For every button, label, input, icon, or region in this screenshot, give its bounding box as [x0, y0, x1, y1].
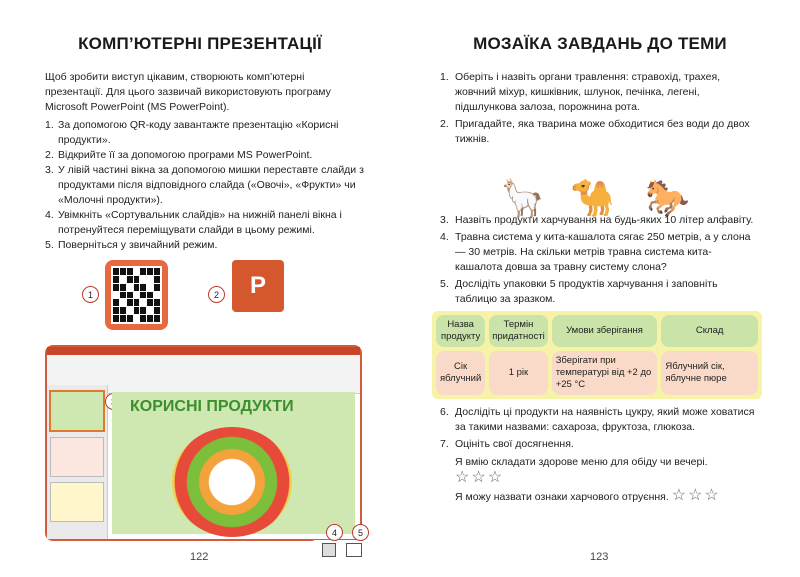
- powerpoint-icon[interactable]: P: [232, 260, 284, 312]
- slide-title: КОРИСНІ ПРОДУКТИ: [130, 398, 294, 415]
- list-item: 1. Оберіть і назвіть органи травлення: стравохід, трахея, жовчний міхур, кишківник, шлунок, печінка, легені, підшлункова залоза, порожнина рота.: [440, 71, 721, 113]
- list-item: 2. Пригадайте, яка тварина може обходитися без води до двох тижнів.: [440, 118, 750, 145]
- callout-5: 5: [352, 524, 369, 541]
- tasks-list: [440, 70, 758, 505]
- list-item: 4. Травна система у кита-кашалота сягає 250 метрів, а у слона — 30 метрів. На скільки метрів травна система кита-кашалота довша за травну систему слона?: [440, 231, 751, 273]
- table-cell: Сік яблучний: [436, 351, 485, 395]
- table-wrapper: [440, 311, 758, 399]
- page-number: 123: [590, 551, 609, 563]
- list-item: 2. Відкрийте її за допомогою програми MS PowerPoint.: [45, 149, 313, 161]
- table-cell: Яблучний сік, яблучне пюре: [661, 351, 758, 395]
- page-number: 122: [190, 551, 209, 563]
- self-eval-item: Я вмію складати здорове меню для обіду чи вечері. ☆☆☆: [455, 456, 708, 486]
- powerpoint-screenshot: [45, 345, 362, 541]
- list-item: 3. Назвіть продукти харчування на будь-яких 10 літер алфавіту.: [440, 214, 754, 226]
- table-cell: Зберігати при температурі від +2 до +25 °С: [552, 351, 658, 395]
- page-title: МОЗАЇКА ЗАВДАНЬ ДО ТЕМИ: [473, 34, 727, 53]
- food-illustration: [172, 427, 292, 537]
- table-header-row: [436, 315, 758, 347]
- list-item: 7. Оцініть свої досягнення.: [440, 438, 574, 450]
- steps-list: [45, 118, 365, 253]
- horse-icon: 🐎: [645, 177, 690, 218]
- table-header: Склад: [661, 315, 758, 347]
- list-item: 5. Поверніться у звичайний режим.: [45, 239, 218, 251]
- llama-icon: 🦙: [500, 177, 545, 218]
- slide-sorter-icon[interactable]: [346, 543, 362, 557]
- camel-icon: 🐪: [570, 177, 615, 218]
- star-rating[interactable]: ☆☆☆: [455, 469, 505, 486]
- star-rating[interactable]: ☆☆☆: [671, 487, 721, 504]
- list-item: 6. Дослідіть ці продукти на наявність цукру, який може ховатися за такими назвами: сахароза, фруктоза, глюкоза.: [440, 406, 755, 433]
- slide-thumbnail[interactable]: [50, 437, 104, 477]
- page-title: КОМП’ЮТЕРНІ ПРЕЗЕНТАЦІЇ: [78, 34, 322, 53]
- callout-4: 4: [326, 524, 343, 541]
- self-eval-item: Я можу назвати ознаки харчового отруєння. ☆☆☆: [455, 487, 721, 504]
- callout-1: 1: [82, 286, 99, 303]
- intro-paragraph: Щоб зробити виступ цікавим, створюють комп’ютерні презентації. Для цього зазвичай використовують програму Microsoft PowerPoint (MS PowerPoint).: [45, 71, 331, 113]
- slides-panel: [47, 385, 108, 539]
- table-header: Термін придатності: [489, 315, 547, 347]
- animals-illustration: [440, 149, 758, 218]
- slide-canvas: [112, 392, 363, 538]
- table-cell: 1 рік: [489, 351, 547, 395]
- slide-thumbnail[interactable]: [50, 482, 104, 522]
- table-header: Назва продукту: [436, 315, 485, 347]
- right-page: [400, 0, 800, 577]
- qr-code-icon[interactable]: [105, 260, 168, 330]
- title-bar: [47, 347, 360, 355]
- callout-2: 2: [208, 286, 225, 303]
- food-table: [432, 311, 762, 399]
- slide-thumbnail[interactable]: [49, 390, 105, 432]
- normal-view-icon[interactable]: [322, 543, 336, 557]
- qr-and-app-row: [78, 256, 318, 332]
- list-item: 4. Увімкніть «Сортувальник слайдів» на нижній панелі вікна і потренуйтеся переміщувати слайди в цьому режимі.: [45, 209, 342, 236]
- table-row: [436, 351, 758, 395]
- list-item: 5. Дослідіть упаковки 5 продуктів харчування і заповніть таблицю за зразком.: [440, 278, 718, 305]
- table-header: Умови зберігання: [552, 315, 658, 347]
- list-item: 3. У лівій частині вікна за допомогою мишки переставте слайди з продуктами після відповідного слайда («Овочі», «Фрукти» чи «Молочні продукти»).: [45, 164, 364, 206]
- list-item: 1. За допомогою QR-коду завантажте презентацію «Корисні продукти».: [45, 119, 339, 146]
